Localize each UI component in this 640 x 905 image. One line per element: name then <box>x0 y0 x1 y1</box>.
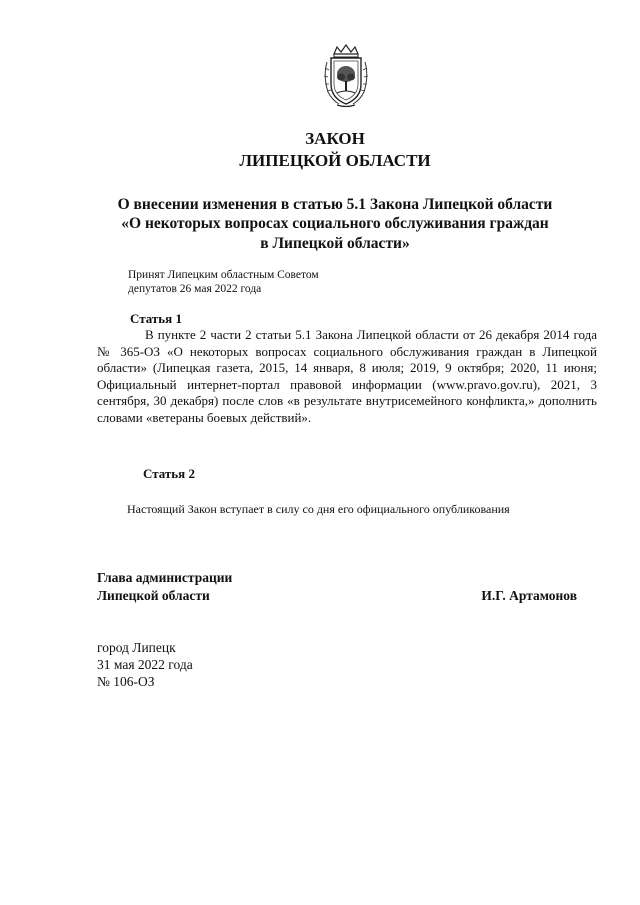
document-date: 31 мая 2022 года <box>97 657 193 672</box>
signatory-position-region: Липецкой области <box>97 588 210 603</box>
document-title-region: ЛИПЕЦКОЙ ОБЛАСТИ <box>239 151 431 170</box>
article-1-body: В пункте 2 части 2 статьи 5.1 Закона Липецкой области от 26 декабря 2014 года № 365-ОЗ «О некоторых вопросах социального обслуживания граждан в Липецкой области» (Липецкая газета, 2015, 14 января, 8 июля; 2019, 9 октября; 2020, 11 июня; Официальный интернет-портал правовой информации (www.pravo.gov.ru), 2021, 3 сентября, 30 декабря) после слов «в результате внутрисемейного конфликта,» дополнить словами «ветераны боевых действий». <box>97 327 597 425</box>
document-city: город Липецк <box>97 640 176 655</box>
coat-of-arms-icon <box>317 44 375 108</box>
article-2-heading: Статья 2 <box>143 466 195 481</box>
signatory-name: И.Г. Артамонов <box>481 588 577 603</box>
document-subject-line: «О некоторых вопросах социального обслуживания граждан <box>121 215 549 232</box>
signatory-position: Глава администрации <box>97 570 233 585</box>
adoption-note: Принят Липецким областным Советом <box>128 269 319 281</box>
document-title: ЗАКОН <box>305 129 365 148</box>
document-number: № 106-ОЗ <box>97 674 155 689</box>
adoption-date: депутатов 26 мая 2022 года <box>128 283 262 295</box>
document-subject-line: в Липецкой области» <box>260 235 410 252</box>
article-2-body: Настоящий Закон вступает в силу со дня его официального опубликования <box>127 502 510 516</box>
article-1-heading: Статья 1 <box>130 311 182 326</box>
document-subject-line: О внесении изменения в статью 5.1 Закона Липецкой области <box>117 196 553 213</box>
